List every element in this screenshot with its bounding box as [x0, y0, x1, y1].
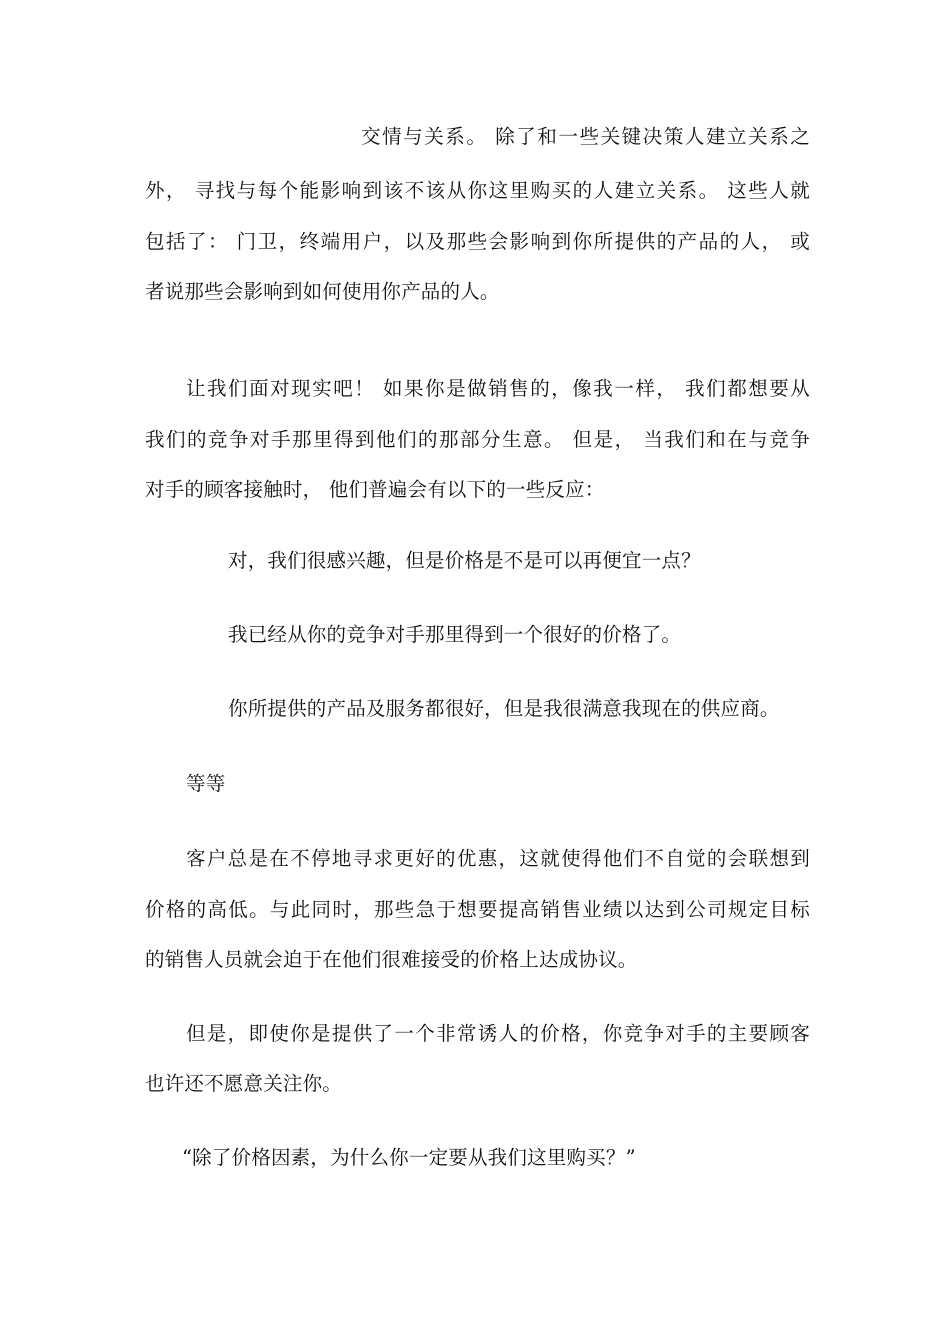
- paragraph-2-line-2: 我们的竞争对手那里得到他们的那部分生意。 但是， 当我们和在与竞争: [145, 428, 810, 451]
- paragraph-1-line-3: 包括了： 门卫，终端用户，以及那些会影响到你所提供的产品的人， 或: [145, 230, 810, 253]
- paragraph-1-line-4: 者说那些会影响到如何使用你产品的人。: [145, 280, 500, 303]
- paragraph-1-line-2: 外， 寻找与每个能影响到该不该从你这里购买的人建立关系。 这些人就: [145, 179, 810, 202]
- reaction-quote-2: 我已经从你的竞争对手那里得到一个很好的价格了。: [228, 623, 682, 646]
- paragraph-4-line-2: 价格的高低。与此同时，那些急于想要提高销售业绩以达到公司规定目标: [145, 898, 810, 921]
- reaction-quote-3: 你所提供的产品及服务都很好，但是我很满意我现在的供应商。: [228, 697, 780, 720]
- paragraph-5-line-2: 也许还不愿意关注你。: [145, 1072, 343, 1095]
- paragraph-5-line-1: 但是，即使你是提供了一个非常诱人的价格，你竞争对手的主要顾客: [186, 1022, 810, 1045]
- paragraph-4-line-1: 客户总是在不停地寻求更好的优惠，这就使得他们不自觉的会联想到: [186, 847, 810, 870]
- paragraph-4-line-3: 的销售人员就会迫于在他们很难接受的价格上达成协议。: [145, 948, 638, 971]
- closing-question: “除了价格因素，为什么你一定要从我们这里购买？”: [182, 1146, 636, 1169]
- paragraph-2-line-3: 对手的顾客接触时， 他们普遍会有以下的一些反应：: [145, 478, 605, 501]
- paragraph-1-line-1: 交情与关系。 除了和一些关键决策人建立关系之: [361, 125, 810, 148]
- paragraph-2-line-1: 让我们面对现实吧！ 如果你是做销售的，像我一样， 我们都想要从: [186, 377, 810, 400]
- reaction-quote-1: 对，我们很感兴趣，但是价格是不是可以再便宜一点？: [228, 549, 701, 572]
- paragraph-etc: 等等: [186, 772, 226, 795]
